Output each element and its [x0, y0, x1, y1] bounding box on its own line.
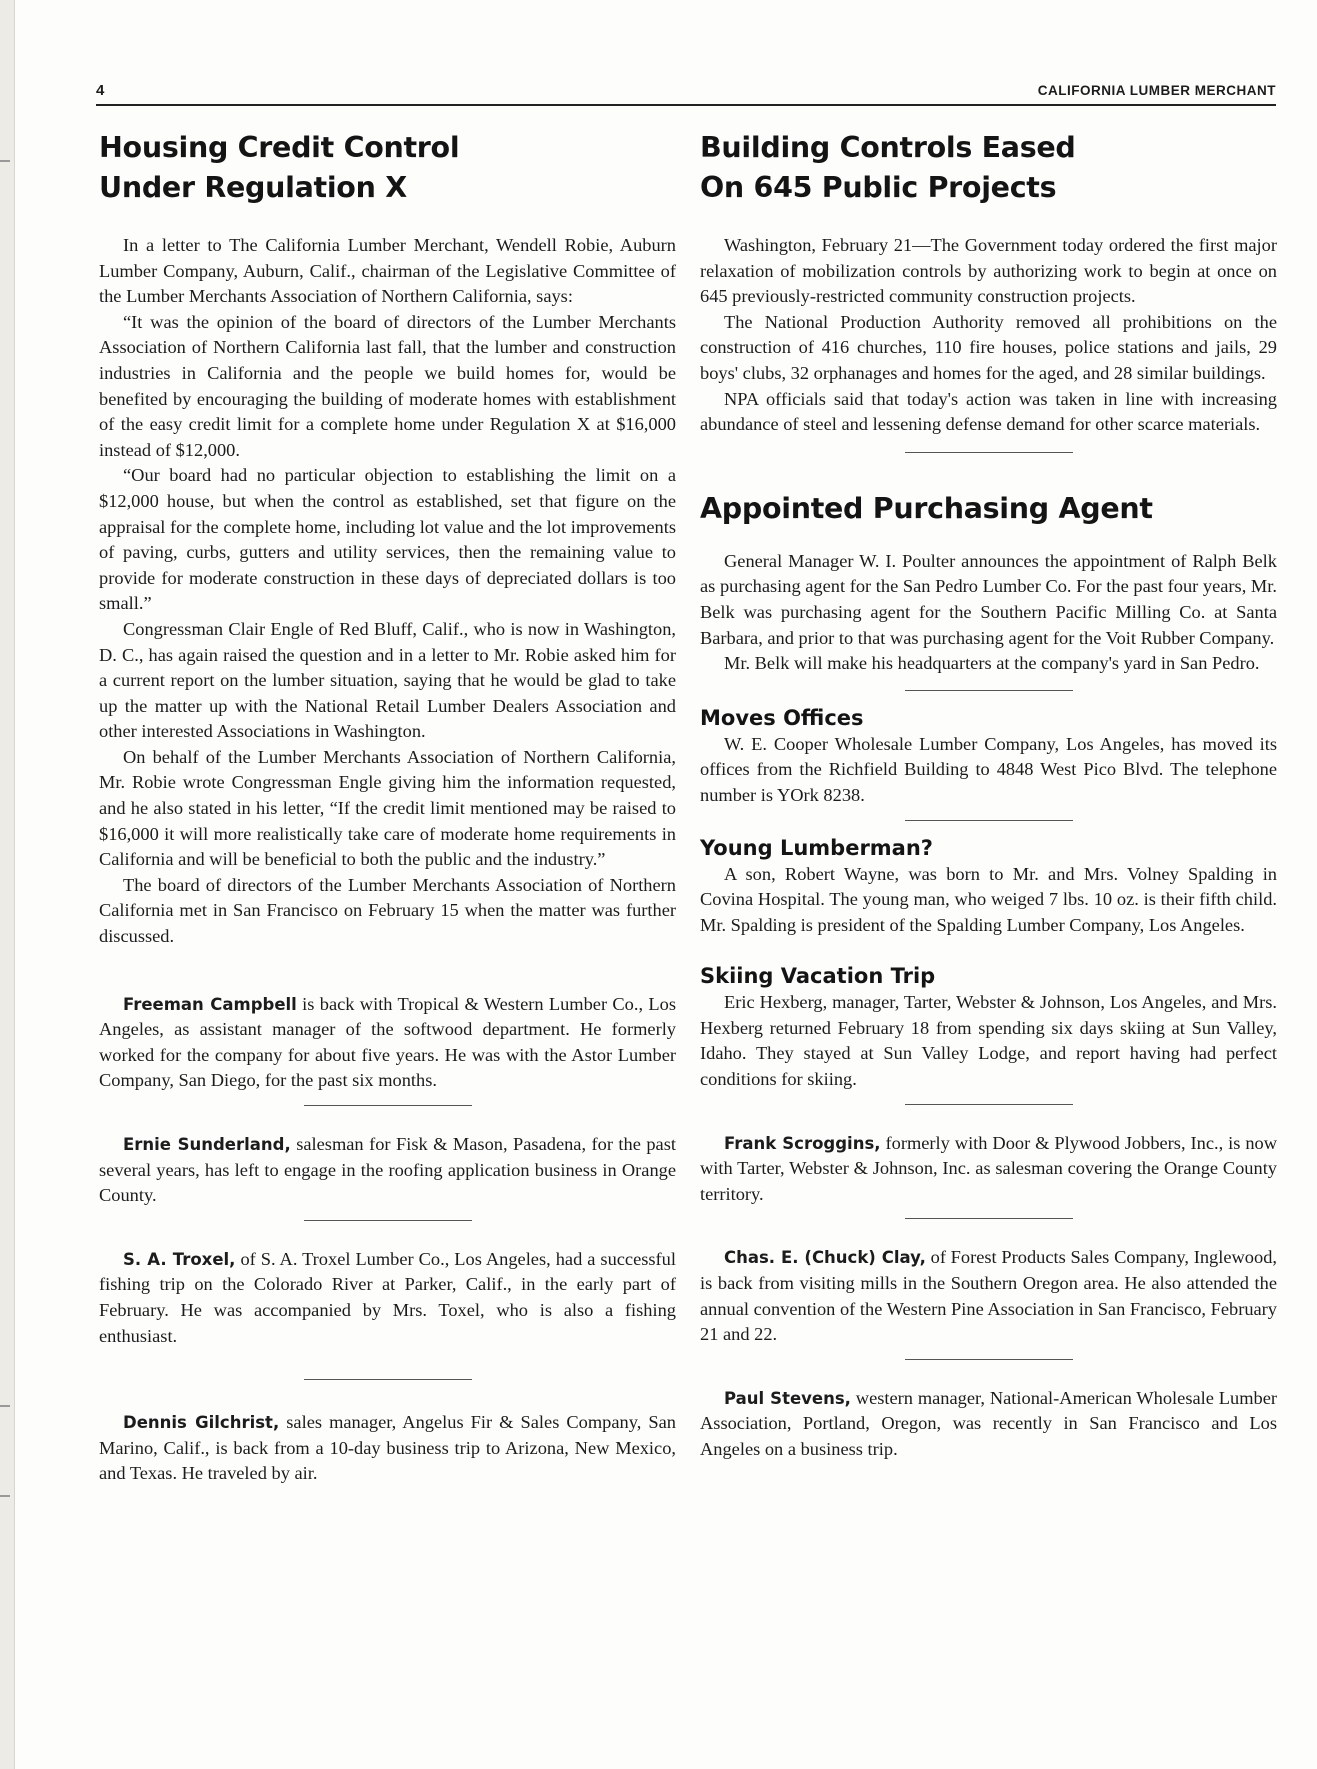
- person-name: Frank Scroggins,: [724, 1133, 881, 1153]
- article-paragraph: On behalf of the Lumber Merchants Association of Northern California, Mr. Robie wrote Congressman Engle giving him the information requested, and he also stated in his letter, “If the credit limit mentioned may be raised to $16,000 it will more realistically take care of moderate home requirements in California and will be beneficial to both the public and the industry.”: [99, 746, 676, 870]
- article-title: [99, 128, 676, 208]
- personal-text: of Forest Products Sales Company, Inglewood, is back from visiting mills in the Southern Oregon area. He also attended the annual convention of the Western Pine Association in San Francisco, February 21 and 22.: [700, 1247, 1277, 1345]
- article-title: Young Lumberman?: [700, 835, 933, 860]
- scan-page-edge: [0, 0, 15, 1769]
- article-title: Skiing Vacation Trip: [700, 964, 936, 989]
- article-young-lumberman: [700, 834, 1277, 939]
- article-paragraph: W. E. Cooper Wholesale Lumber Company, Los Angeles, has moved its offices from the Richfield Building to 4848 West Pico Blvd. The telephone number is YOrk 8238.: [700, 733, 1277, 805]
- person-name: Freeman Campbell: [123, 994, 297, 1014]
- article-skiing-trip: [700, 962, 1277, 1092]
- article-title: [700, 128, 1277, 208]
- right-column: [700, 128, 1277, 1463]
- article-building-controls: [700, 128, 1277, 438]
- article-moves-offices: [700, 704, 1277, 809]
- article-title: Appointed Purchasing Agent: [700, 491, 1153, 525]
- personal-item: [700, 1131, 1277, 1208]
- article-paragraph: “It was the opinion of the board of directors of the Lumber Merchants Association of Northern California last fall, that the lumber and construction industries in California and the people we build homes for, would be benefited by encouraging the building of moderate homes with establishment of the easy credit limit for a complete home under Regulation X at $16,000 instead of $12,000.: [99, 311, 676, 460]
- article-title: Moves Offices: [700, 705, 864, 730]
- left-column: [99, 128, 676, 1487]
- article-paragraph: A son, Robert Wayne, was born to Mr. and Mrs. Volney Spalding in Covina Hospital. The young man, who weiged 7 lbs. 10 oz. is their fifth child. Mr. Spalding is president of the Spalding Lumber Company, Los Angeles.: [700, 863, 1277, 935]
- scan-edge-mark: [0, 1495, 10, 1497]
- article-paragraph: Congressman Clair Engle of Red Bluff, Calif., who is now in Washington, D. C., has again raised the question and in a letter to Mr. Robie asked him for a current report on the lumber situation, saying that he would be glad to take up the matter up with the National Retail Lumber Dealers Association and other interested Associations in Washington.: [99, 618, 676, 742]
- page-number: 4: [96, 82, 105, 99]
- personal-text: formerly with Door & Plywood Jobbers, Inc., is now with Tarter, Webster & Johnson, Inc. as salesman covering the Orange County territory.: [700, 1132, 1277, 1204]
- personal-text: of S. A. Troxel Lumber Co., Los Angeles, had a successful fishing trip on the Colorado River at Parker, Calif., in the early part of February. He was accompanied by Mrs. Toxel, who is also a fishing enthusiast.: [99, 1248, 676, 1346]
- publication-name: CALIFORNIA LUMBER MERCHANT: [1037, 83, 1276, 98]
- article-purchasing-agent: [700, 489, 1277, 677]
- article-paragraph: “Our board had no particular objection to establishing the limit on a $12,000 house, but when the control as established, set that figure on the appraisal for the complete home, including lot value and the lot improvements of paving, curbs, gutters and utility services, then the remaining value to provide for moderate construction in these days of depreciated dollars is too small.”: [99, 465, 676, 614]
- article-title-line: Building Controls Eased: [700, 131, 1076, 164]
- article-paragraph: The board of directors of the Lumber Merchants Association of Northern California met in San Francisco on February 15 when the matter was further discussed.: [99, 874, 676, 947]
- person-name: Chas. E. (Chuck) Clay,: [724, 1248, 926, 1268]
- personal-item: [700, 1245, 1277, 1347]
- article-paragraph: In a letter to The California Lumber Merchant, Wendell Robie, Auburn Lumber Company, Auburn, Calif., chairman of the Legislative Committee of the Lumber Merchants Association of Northern California, says:: [99, 235, 676, 307]
- personal-item: [99, 1247, 676, 1349]
- article-paragraph: Washington, February 21—The Government today ordered the first major relaxation of mobilization controls by authorizing work to begin at once on 645 previously-restricted community construction projects.: [700, 235, 1277, 307]
- personal-text: sales manager, Angelus Fir & Sales Company, San Marino, Calif., is back from a 10-day business trip to Arizona, New Mexico, and Texas. He traveled by air.: [99, 1412, 676, 1484]
- personal-item: [99, 1410, 676, 1487]
- personal-text: salesman for Fisk & Mason, Pasadena, for the past several years, has left to engage in the roofing application business in Orange County.: [99, 1134, 676, 1206]
- article-paragraph: The National Production Authority removed all prohibitions on the construction of 416 churches, 110 fire houses, police stations and jails, 29 boys' clubs, 32 orphanages and homes for the aged, and 28 similar buildings.: [700, 311, 1277, 383]
- article-paragraph: General Manager W. I. Poulter announces the appointment of Ralph Belk as purchasing agent for the San Pedro Lumber Co. For the past four years, Mr. Belk was purchasing agent for the Southern Pacific Milling Co. at Santa Barbara, and prior to that was purchasing agent for the Voit Rubber Company.: [700, 550, 1277, 648]
- personal-item: [99, 992, 676, 1094]
- page-header: [96, 82, 1276, 106]
- person-name: Ernie Sunderland,: [123, 1135, 291, 1154]
- person-name: Paul Stevens,: [724, 1388, 851, 1408]
- person-name: S. A. Troxel,: [123, 1249, 236, 1269]
- personal-text: is back with Tropical & Western Lumber Co., Los Angeles, as assistant manager of the softwood department. He formerly worked for the company for about five years. He was with the Astor Lumber Company, San Diego, for the past six months.: [99, 993, 676, 1091]
- article-paragraph: Mr. Belk will make his headquarters at the company's yard in San Pedro.: [724, 653, 1260, 674]
- article-title-line: On 645 Public Projects: [700, 171, 1057, 204]
- personal-item: [99, 1132, 676, 1209]
- personal-text: western manager, National-American Wholesale Lumber Association, Portland, Oregon, was recently in San Francisco and Los Angeles on a business trip.: [700, 1387, 1277, 1459]
- person-name: Dennis Gilchrist,: [123, 1413, 280, 1433]
- article-title-line: Under Regulation X: [99, 171, 407, 204]
- personal-item: [700, 1386, 1277, 1463]
- scan-edge-mark: [0, 1405, 10, 1407]
- article-title-line: Housing Credit Control: [99, 131, 460, 164]
- article-paragraph: Eric Hexberg, manager, Tarter, Webster & Johnson, Los Angeles, and Mrs. Hexberg returned February 18 from spending six days skiing at Sun Valley, Idaho. They stayed at Sun Valley Lodge, and report having had perfect conditions for skiing.: [700, 992, 1277, 1090]
- article-housing-credit: [99, 128, 676, 950]
- article-paragraph: NPA officials said that today's action was taken in line with increasing abundance of steel and lessening defense demand for other scarce materials.: [700, 388, 1277, 435]
- scan-edge-mark: [0, 160, 10, 162]
